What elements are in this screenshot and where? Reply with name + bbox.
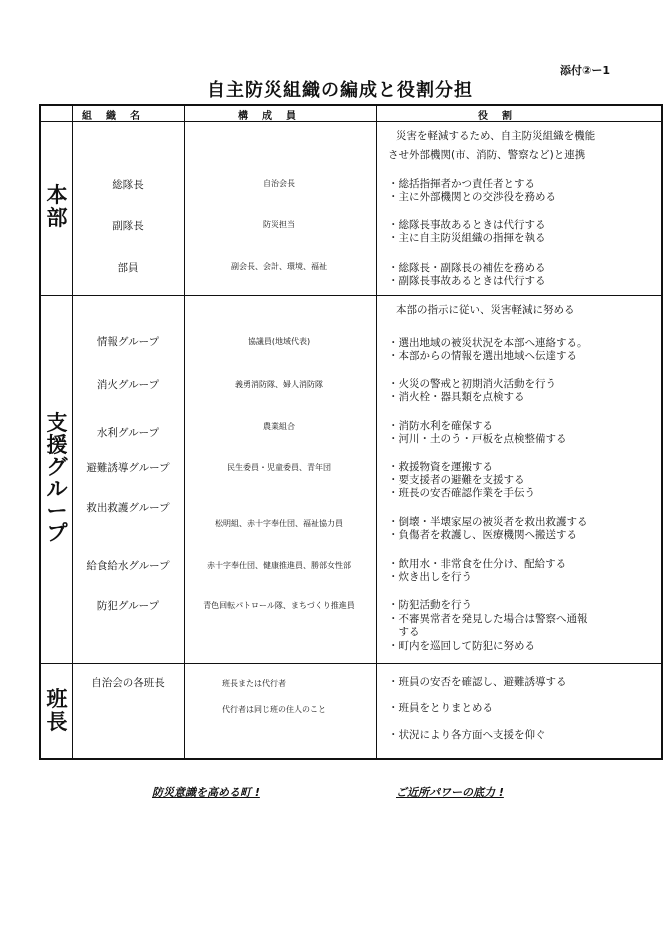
shien-intro-line: 本部の指示に従い、災害軽減に努める <box>396 304 575 316</box>
role-line: ・救援物資を運搬する <box>388 461 493 473</box>
org-name: 救出救護グループ <box>86 502 170 514</box>
role-line: ・消防水利を確保する <box>388 420 493 432</box>
header-org: 組織名 <box>82 111 154 122</box>
org-name: 部員 <box>117 262 139 274</box>
member-list: 松明組、赤十字奉仕団、福祉協力員 <box>215 519 343 528</box>
role-line: ・飲用水・非常食を仕分け、配給する <box>388 558 567 570</box>
role-line: ・倒壊・半壊家屋の被災者を救出救護する <box>388 516 588 528</box>
section-label-honbu: 本部 <box>46 183 68 230</box>
org-name: 総隊長 <box>112 179 144 191</box>
role-line: する <box>388 626 420 638</box>
member-list: 青色回転パトロール隊、まちづくり推進員 <box>203 601 355 610</box>
role-line: ・班長の安否確認作業を手伝う <box>388 487 535 499</box>
org-name: 情報グループ <box>96 336 160 348</box>
org-name: 消火グループ <box>96 379 160 391</box>
member-list: 代行者は同じ班の住人のこと <box>222 705 326 714</box>
role-line: ・炊き出しを行う <box>388 571 472 583</box>
member-list: 民生委員・児童委員、青年団 <box>227 463 331 472</box>
role-line: ・副隊長事故あるときは代行する <box>388 275 546 287</box>
section-label-shien: 支援グループ <box>46 411 68 545</box>
honbu-intro-line: 災害を軽減するため、自主防災組織を機能 <box>396 130 596 142</box>
role-line: ・主に自主防災組織の指揮を執る <box>388 232 546 244</box>
member-list: 義勇消防隊、婦人消防隊 <box>235 380 323 389</box>
member-list: 防災担当 <box>263 220 295 229</box>
org-name: 自治会の各班長 <box>91 677 165 689</box>
member-list: 班長または代行者 <box>222 679 286 688</box>
member-list: 副会長、会計、環境、福祉 <box>231 262 327 271</box>
member-list: 農業組合 <box>263 422 295 431</box>
section-divider <box>39 295 663 296</box>
role-line: ・状況により各方面へ支援を仰ぐ <box>388 729 546 741</box>
header-members: 構成員 <box>238 111 310 122</box>
role-line: ・総括指揮者かつ責任者とする <box>388 178 535 190</box>
role-line: ・本部からの情報を選出地域へ伝達する <box>388 350 577 362</box>
role-line: ・総隊長事故あるときは代行する <box>388 219 546 231</box>
attachment-label: 添付②ー1 <box>560 64 610 77</box>
org-name: 水利グループ <box>96 427 160 439</box>
member-list: 赤十字奉仕団、健康推進員、勝部女性部 <box>207 561 351 570</box>
org-name: 防犯グループ <box>96 600 160 612</box>
role-line: ・消火栓・器具類を点検する <box>388 391 525 403</box>
column-divider <box>376 104 377 760</box>
role-line: ・火災の警戒と初期消火活動を行う <box>388 378 556 390</box>
member-list: 自治会長 <box>263 179 295 188</box>
org-name: 避難誘導グループ <box>86 462 170 474</box>
slogan-right: ご近所パワーの底力 ! <box>396 786 504 799</box>
section-label-hancho: 班長 <box>46 687 68 734</box>
role-line: ・防犯活動を行う <box>388 599 472 611</box>
column-divider <box>184 104 185 760</box>
member-list: 協議員(地域代表) <box>247 337 311 346</box>
role-line: ・主に外部機関との交渉役を務める <box>388 191 556 203</box>
header-role: 役割 <box>478 111 526 122</box>
role-line: ・河川・土のう・戸板を点検整備する <box>388 433 567 445</box>
role-line: ・班員をとりまとめる <box>388 702 493 714</box>
section-divider <box>39 663 663 664</box>
role-line: ・要支援者の避難を支援する <box>388 474 525 486</box>
role-line: ・選出地域の被災状況を本部へ連絡する。 <box>388 337 588 349</box>
slogan-left: 防災意識を高める町 ! <box>152 786 260 799</box>
role-line: ・不審異常者を発見した場合は警察へ通報 <box>388 613 588 625</box>
role-line: ・班員の安否を確認し、避難誘導する <box>388 676 567 688</box>
role-line: ・総隊長・副隊長の補佐を務める <box>388 262 546 274</box>
org-name: 副隊長 <box>112 220 144 232</box>
role-line: ・町内を巡回して防犯に努める <box>388 640 535 652</box>
org-name: 給食給水グループ <box>86 560 170 572</box>
role-line: ・負傷者を救護し、医療機関へ搬送する <box>388 529 577 541</box>
honbu-intro-line: させ外部機関(市、消防、警察など)と連携 <box>388 149 586 161</box>
document-title: 自主防災組織の編成と役割分担 <box>207 80 473 101</box>
